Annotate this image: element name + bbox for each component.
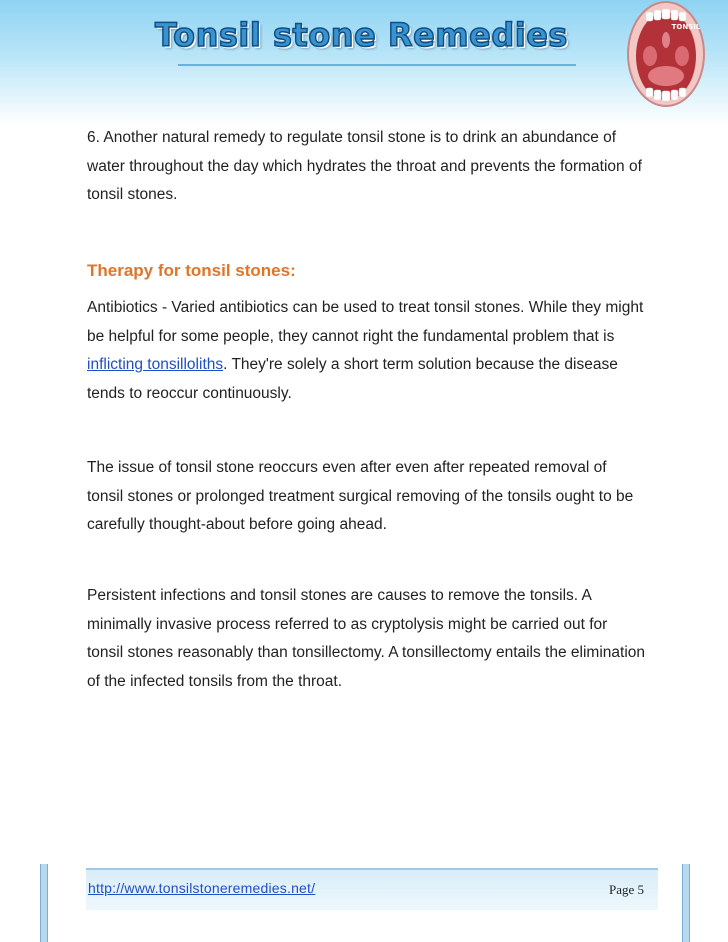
- footer-frame-right: [682, 864, 690, 942]
- open-mouth-logo-icon: [626, 0, 706, 112]
- page-header: [0, 0, 728, 125]
- paragraph-water-remedy: 6. Another natural remedy to regulate tonsil stone is to drink an abundance of water throughout the day which hydrates the throat and prevents the formation of tonsil stones.: [87, 129, 642, 203]
- site-title: Tonsil stone Remedies: [155, 16, 568, 54]
- title-underline: [178, 64, 576, 66]
- paragraph-cryptolysis: Persistent infections and tonsil stones are causes to remove the tonsils. A minimally invasive process referred to as cryptolysis might be carried out for tonsil stones reasonably than tonsillectomy. A tonsillectomy entails the elimination of the infected tonsils from the throat.: [87, 587, 646, 690]
- page-number: Page 5: [608, 882, 644, 897]
- paragraph-reoccurrence: The issue of tonsil stone reoccurs even after even after repeated removal of tonsil stones or prolonged treatment surgical removing of the tonsils ought to be carefully thought-about before going ahead.: [87, 459, 634, 533]
- paragraph-antibiotics-text-after: . They're solely a short term solution because the disease tends to reoccur continuously.: [87, 356, 618, 402]
- logo-label: TONSIL: [671, 23, 701, 31]
- footer-frame-left: [40, 864, 48, 942]
- section-heading: Therapy for tonsil stones:: [87, 261, 296, 280]
- footer-url-link[interactable]: http://www.tonsilstoneremedies.net/: [88, 880, 316, 896]
- page-footer: [86, 870, 658, 910]
- tonsilloliths-link[interactable]: inflicting tonsilloliths: [87, 356, 224, 373]
- paragraph-antibiotics: [87, 294, 647, 408]
- paragraph-antibiotics-text-before: Antibiotics - Varied antibiotics can be used to treat tonsil stones. While they might be helpful for some people, they cannot right the fundamental problem that is: [87, 299, 644, 345]
